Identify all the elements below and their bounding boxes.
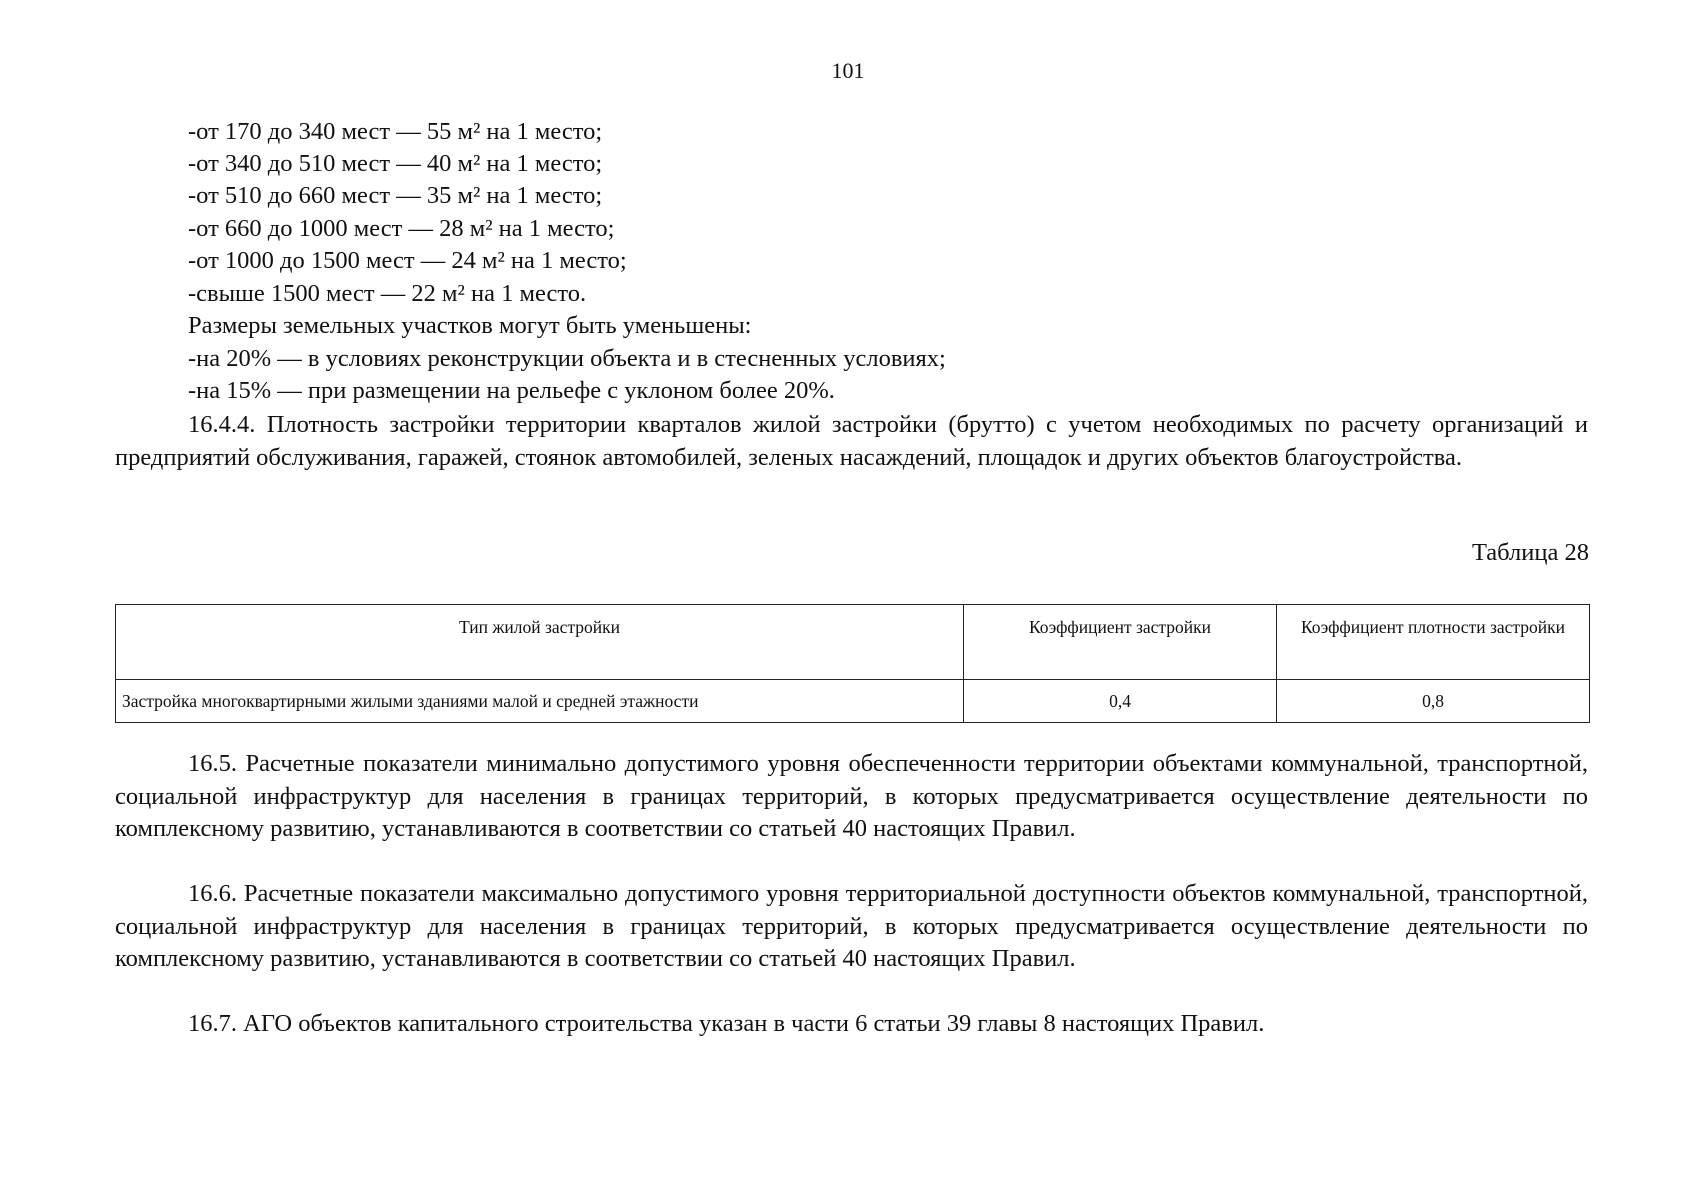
list-item: -от 340 до 510 мест — 40 м² на 1 место; bbox=[188, 150, 603, 177]
paragraph-16-7-text: 16.7. АГО объектов капитального строительства указан в части 6 статьи 39 главы 8 настоящих Правил. bbox=[188, 1010, 1265, 1037]
table-header-row bbox=[116, 605, 1590, 680]
list-item: -на 15% — при размещении на рельефе с уклоном более 20%. bbox=[188, 377, 835, 404]
column-header-coverage: Коэффициент застройки bbox=[964, 605, 1277, 680]
list-item: -от 1000 до 1500 мест — 24 м² на 1 место; bbox=[188, 247, 627, 274]
paragraph-16-5-text: 16.5. Расчетные показатели минимально допустимого уровня обеспеченности территории объектами коммунальной, транспортной, социальной инфраструктур для населения в границах территорий, в которых предусматривается осуществление деятельности по комплексному развитию, устанавливаются в соответствии со статьей 40 настоящих Правил. bbox=[115, 750, 1588, 842]
table-cell-density: 0,8 bbox=[1277, 680, 1590, 723]
paragraph-16-5 bbox=[115, 748, 1588, 846]
column-header-type: Тип жилой застройки bbox=[116, 605, 964, 680]
page-number: 101 bbox=[831, 58, 865, 83]
table-caption: Таблица 28 bbox=[1471, 539, 1589, 566]
reduction-intro: Размеры земельных участков могут быть уменьшены: bbox=[188, 312, 752, 339]
table-cell-type: Застройка многоквартирными жилыми зданиями малой и средней этажности bbox=[116, 680, 964, 723]
column-header-density: Коэффициент плотности застройки bbox=[1277, 605, 1590, 680]
paragraph-16-4-4 bbox=[115, 409, 1588, 474]
table-cell-coverage: 0,4 bbox=[964, 680, 1277, 723]
table-row bbox=[116, 680, 1590, 723]
list-item: -от 170 до 340 мест — 55 м² на 1 место; bbox=[188, 118, 603, 145]
list-item: -свыше 1500 мест — 22 м² на 1 место. bbox=[188, 280, 587, 307]
list-item: -от 510 до 660 мест — 35 м² на 1 место; bbox=[188, 182, 603, 209]
paragraph-16-7 bbox=[115, 1008, 1588, 1041]
list-item: -на 20% — в условиях реконструкции объекта и в стесненных условиях; bbox=[188, 345, 946, 372]
paragraph-16-6 bbox=[115, 878, 1588, 976]
paragraph-16-4-4-text: 16.4.4. Плотность застройки территории кварталов жилой застройки (брутто) с учетом необходимых по расчету организаций и предприятий обслуживания, гаражей, стоянок автомобилей, зеленых насаждений, площадок и других объектов благоустройства. bbox=[115, 411, 1588, 471]
density-table bbox=[115, 604, 1590, 723]
paragraph-16-6-text: 16.6. Расчетные показатели максимально допустимого уровня территориальной доступности объектов коммунальной, транспортной, социальной инфраструктур для населения в границах территорий, в которых предусматривается осуществление деятельности по комплексному развитию, устанавливаются в соответствии со статьей 40 настоящих Правил. bbox=[115, 880, 1588, 972]
list-item: -от 660 до 1000 мест — 28 м² на 1 место; bbox=[188, 215, 615, 242]
